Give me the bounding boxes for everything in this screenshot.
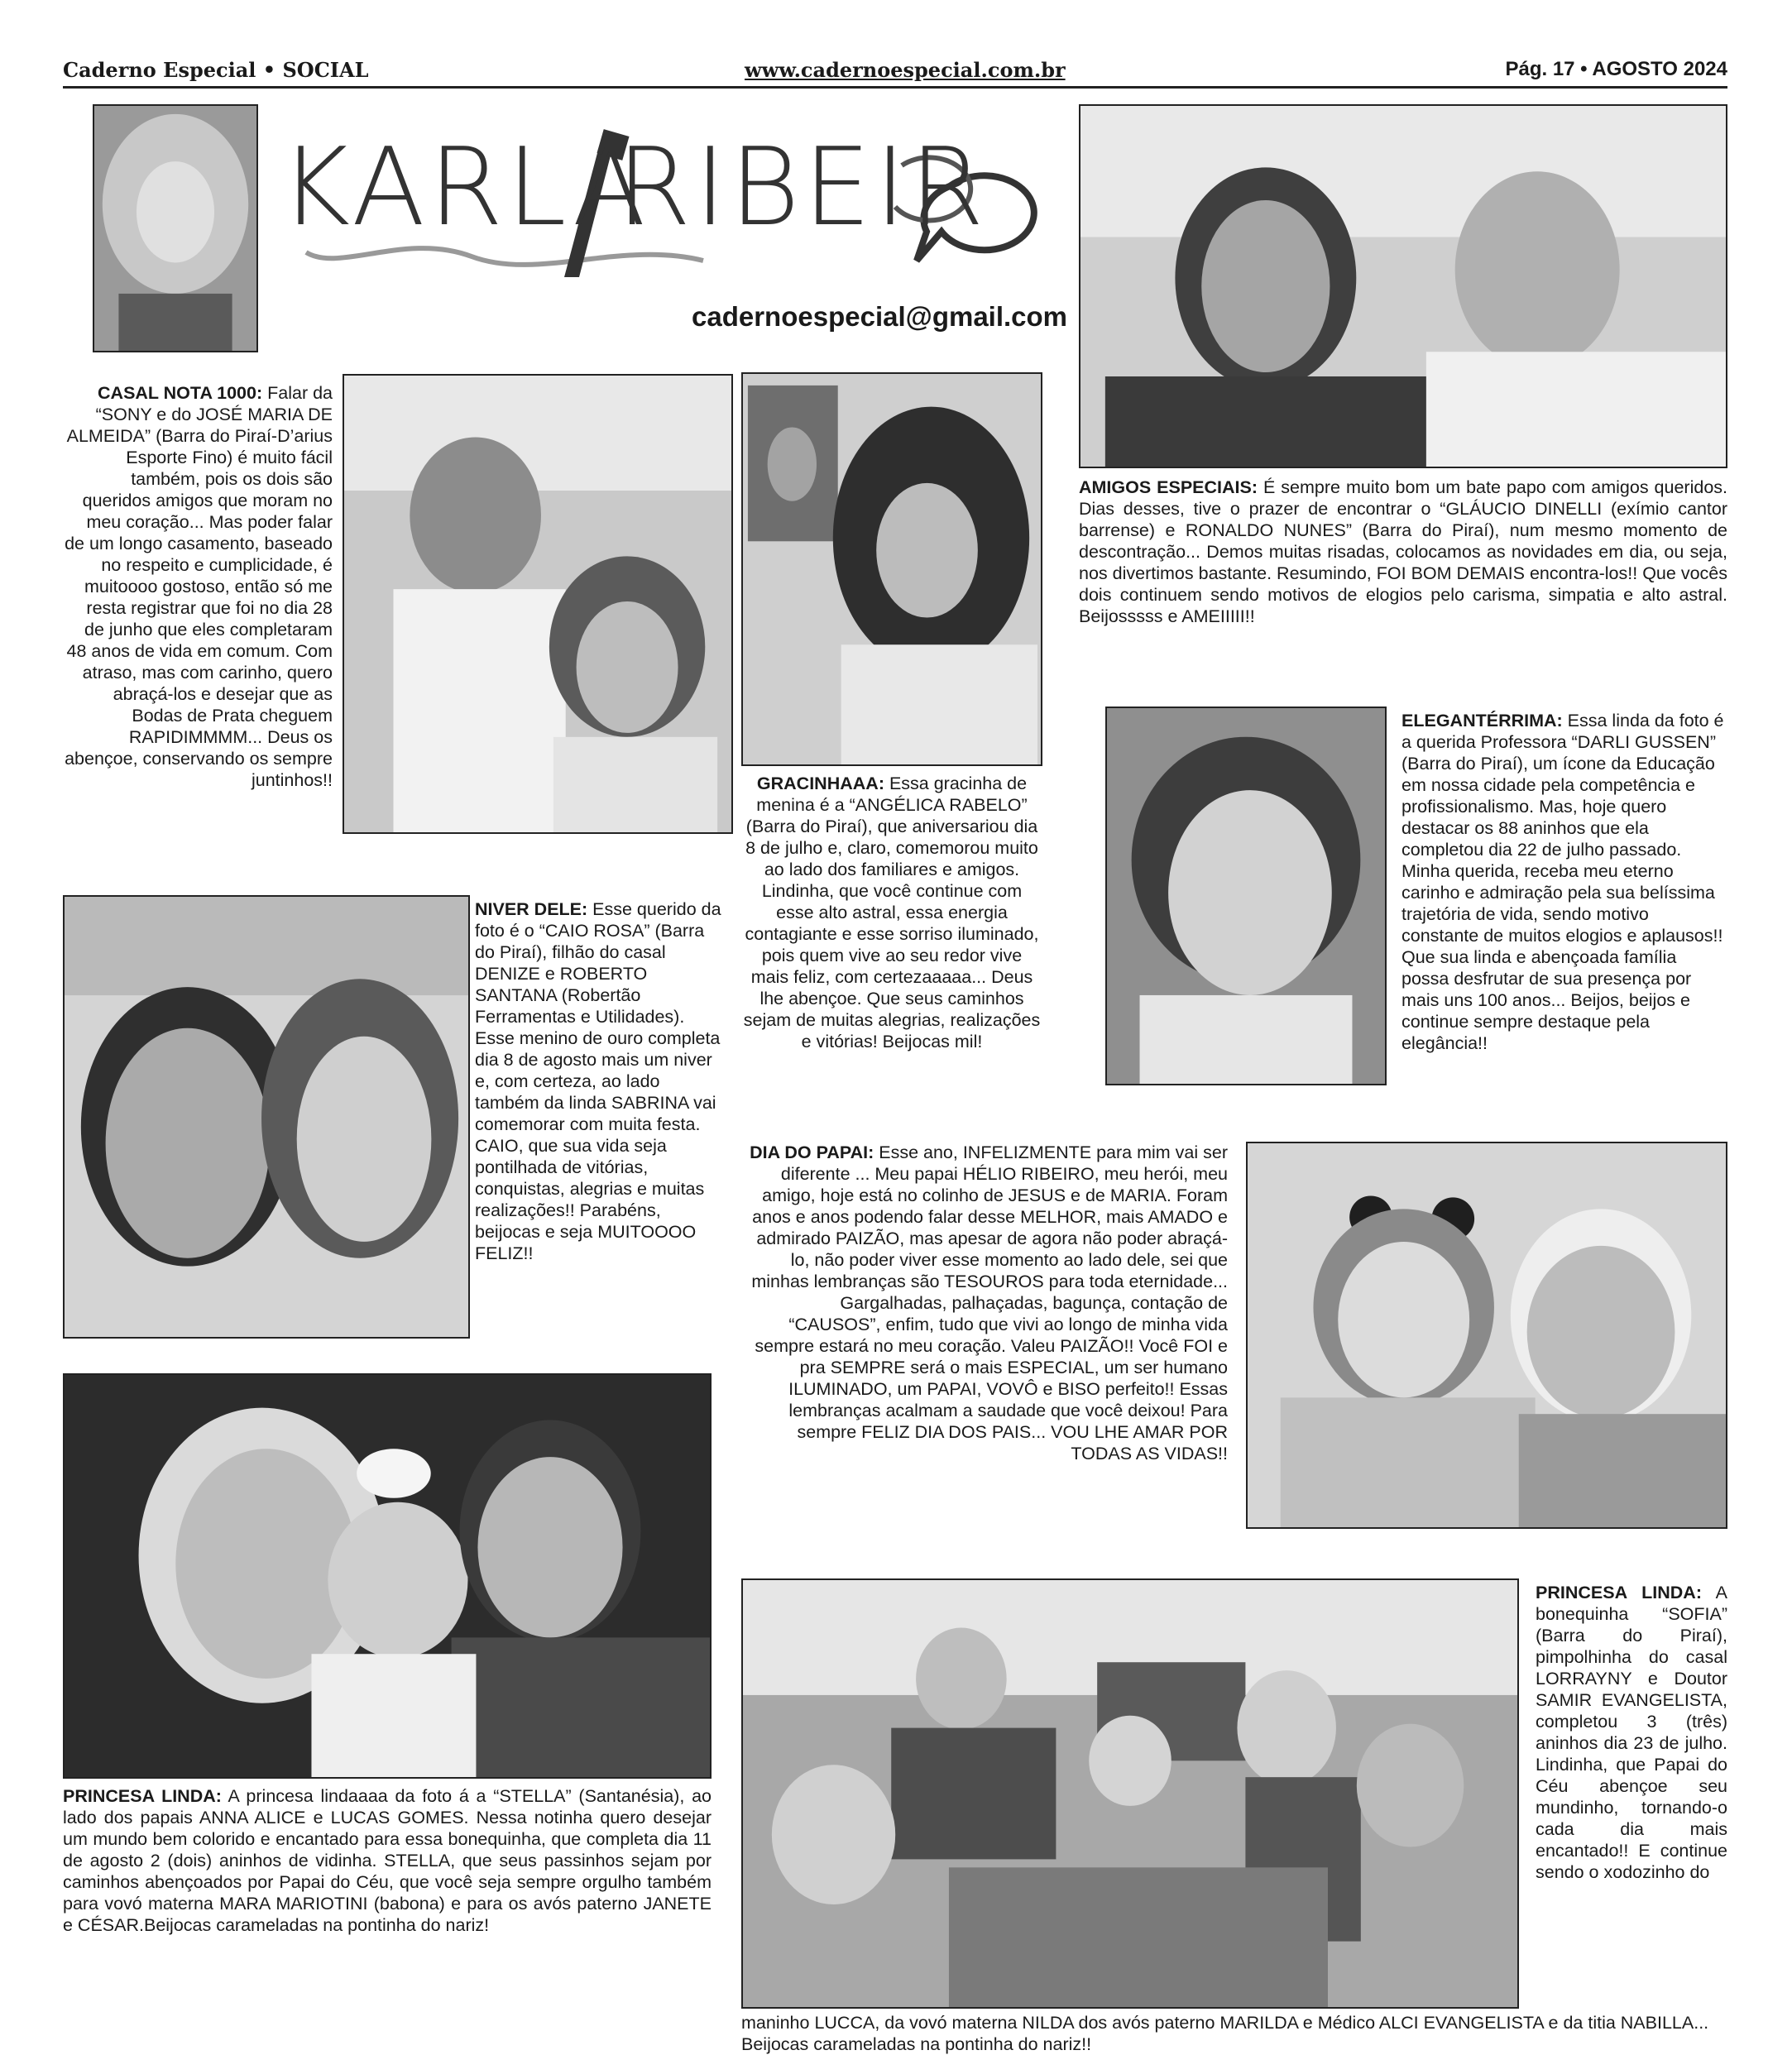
article-niver-body: Esse querido da foto é o “CAIO ROSA” (Barra do Piraí), filhão do casal DENIZE e ROBERTO SANTANA (Robertão Ferramentas e Utilidades). Esse menino de ouro completa dia 8 de agosto mais um niver e, com certeza, ao lado também da linda SABRINA vai comemorar com muita festa. xyxy=(475,899,721,1134)
article-casal-title: CASAL NOTA 1000: xyxy=(98,383,263,403)
columnist-logo xyxy=(273,108,1047,298)
logo-name-right: RIBEIR xyxy=(616,124,988,250)
article-stella xyxy=(63,1785,712,1936)
article-gracinha-body: Essa gracinha de menina é a “ANGÉLICA RABELO” (Barra do Piraí), que aniversariou dia 8 de julho e, claro, comemorou muito ao lado dos familiares e amigos. Lindinha, que você continue com esse alto astral, essa energia contagiante e esse sorriso iluminado, pois quem vive ao seu redor vive mais feliz, com certezaaaaa... Deus lhe abençoe. Que seus caminhos sejam de muitas alegrias, realizações e vitórias! Beijocas mil! xyxy=(743,774,1041,1051)
header-divider xyxy=(63,86,1727,89)
article-sofia xyxy=(1536,1582,1727,1883)
article-amigos-title: AMIGOS ESPECIAIS: xyxy=(1079,477,1258,497)
photo-elegant xyxy=(1105,707,1387,1085)
article-niver-title: NIVER DELE: xyxy=(475,899,588,919)
article-gracinha xyxy=(741,773,1042,1052)
article-niver-body-2: CAIO, que sua vida seja pontilhada de vitórias, conquistas, alegrias e muitas realizações!! Parabéns, beijocas e seja MUITOOOO FELIZ!! xyxy=(475,1136,705,1263)
article-papai-title: DIA DO PAPAI: xyxy=(750,1142,874,1162)
article-stella-body: A princesa lindaaaa da foto á a “STELLA” (Santanésia), ao lado dos papais ANNA ALICE e LUCAS GOMES. Nessa notinha quero desejar um mundo bem colorido e encantado para essa bonequinha, que completa dia 11 de agosto 2 (dois) aninhos de vidinha. STELLA, que seus passinhos sejam por caminhos abençoados por Papai do Céu, que você seja sempre orgulho também para vovó materna MARA MARIOTINI (babona) e para os avós paterno JANETE e CÉSAR.Beijocas carameladas na pontinha do nariz! xyxy=(63,1786,712,1935)
article-sofia-title: PRINCESA LINDA: xyxy=(1536,1583,1702,1602)
article-casal-body: Falar da “SONY e do JOSÉ MARIA DE ALMEIDA” (Barra do Piraí-D’arius Esporte Fino) é muito fácil também, pois os dois são queridos amigos que moram no meu coração... Mas poder falar de um longo casamento, baseado no respeito e cumplicidade, é muitoooo gostoso, então só me resta registrar que foi no dia 28 de junho que eles completaram 48 anos de vida em comum. Com atraso, mas com carinho, quero abraçá-los e desejar que as Bodas de Prata cheguem RAPIDIMMMM... Deus os abençoe, conservando os sempre juntinhos!! xyxy=(65,383,333,790)
page-number: Pág. 17 • AGOSTO 2024 xyxy=(1505,58,1727,80)
article-sofia-continued: maninho LUCCA, da vovó materna NILDA dos avós paterno MARILDA e Médico ALCI EVANGELISTA e da titia NABILLA... Beijocas carameladas na pontinha do nariz!! xyxy=(741,2013,1709,2054)
article-elegant-title: ELEGANTÉRRIMA: xyxy=(1401,711,1563,731)
article-amigos xyxy=(1079,477,1727,627)
article-papai xyxy=(745,1142,1228,1464)
article-gracinha-title: GRACINHAAA: xyxy=(756,774,884,793)
article-niver xyxy=(475,898,723,1264)
article-elegant xyxy=(1401,710,1727,1054)
photo-sofia xyxy=(741,1578,1519,2009)
photo-gracinha xyxy=(741,372,1042,766)
section-label: Caderno Especial • SOCIAL xyxy=(63,58,369,82)
website-link[interactable]: www.cadernoespecial.com.br xyxy=(745,58,1066,82)
photo-amigos xyxy=(1079,104,1727,468)
photo-papai xyxy=(1246,1142,1727,1529)
logo-name-left: KARLA xyxy=(280,124,649,250)
article-papai-body: Esse ano, INFELIZMENTE para mim vai ser diferente ... Meu papai HÉLIO RIBEIRO, meu herói, meu amigo, hoje está no colinho de JESUS e de MARIA. Foram anos e anos podendo falar desse MELHOR, mais AMADO e admirado PAIZÃO, mas apesar de agora não poder abraçá-lo, não poder viver esse momento ao lado dele, sei que minhas lembranças são TESOUROS para toda eternidade... Gargalhadas, palhaçadas, bagunça, contação de “CAUSOS”, enfim, tudo que vivi ao longo de minha vida sempre estará no meu coração. Valeu PAIZÃO!! Você FOI e pra SEMPRE será o mais ESPECIAL, um ser humano ILUMINADO, um PAPAI, VOVÔ e BISO perfeito!! Essas lembranças acalmam a saudade que você deixou! Para sempre FELIZ DIA DOS PAIS... VOU LHE AMAR POR TODAS AS VIDAS!! xyxy=(751,1142,1228,1463)
photo-casal xyxy=(343,374,733,834)
article-sofia-body: A bonequinha “SOFIA” (Barra do Piraí), pimpolhinha do casal LORRAYNY e Doutor SAMIR EVANGELISTA, completou 3 (três) aninhos dia 23 de julho. Lindinha, que Papai do Céu abençoe seu mundinho, tornando-o cada dia mais encantado!! E continue sendo o xodozinho do xyxy=(1536,1583,1727,1882)
columnist-portrait xyxy=(93,104,258,352)
article-casal xyxy=(63,382,333,791)
article-stella-title: PRINCESA LINDA: xyxy=(63,1786,222,1806)
photo-niver xyxy=(63,895,470,1339)
article-amigos-body: É sempre muito bom um bate papo com amigos queridos. Dias desses, tive o prazer de encontrar o “GLÁUCIO DINELLI (exímio cantor barrense) e RONALDO NUNES” (Barra do Piraí), num mesmo momento de descontração... Demos muitas risadas, colocamos as novidades em dia, ou seja, nos divertimos bastante. Resumindo, FOI BOM DEMAIS encontra-los!! Que vocês dois continuem sendo motivos de elogios pelo carisma, simpatia e alto astral. Beijosssss e AMEIIIII!! xyxy=(1079,477,1727,626)
contact-email[interactable]: cadernoespecial@gmail.com xyxy=(692,301,1068,332)
photo-stella xyxy=(63,1373,712,1779)
article-elegant-body: Essa linda da foto é a querida Professora “DARLI GUSSEN” (Barra do Piraí), um ícone da Educação em nossa cidade pela competência e profissionalismo. Mas, hoje quero destacar os 88 aninhos que ela completou dia 22 de julho passado. Minha querida, receba meu eterno carinho e admiração pela sua belíssima trajetória de vida, sendo motivo constante de muitos elogios e aplausos!! Que sua linda e abençoada família possa desfrutar de sua presença por mais uns 100 anos... Beijos, beijos e continue sempre destaque pela elegância!! xyxy=(1401,711,1724,1053)
